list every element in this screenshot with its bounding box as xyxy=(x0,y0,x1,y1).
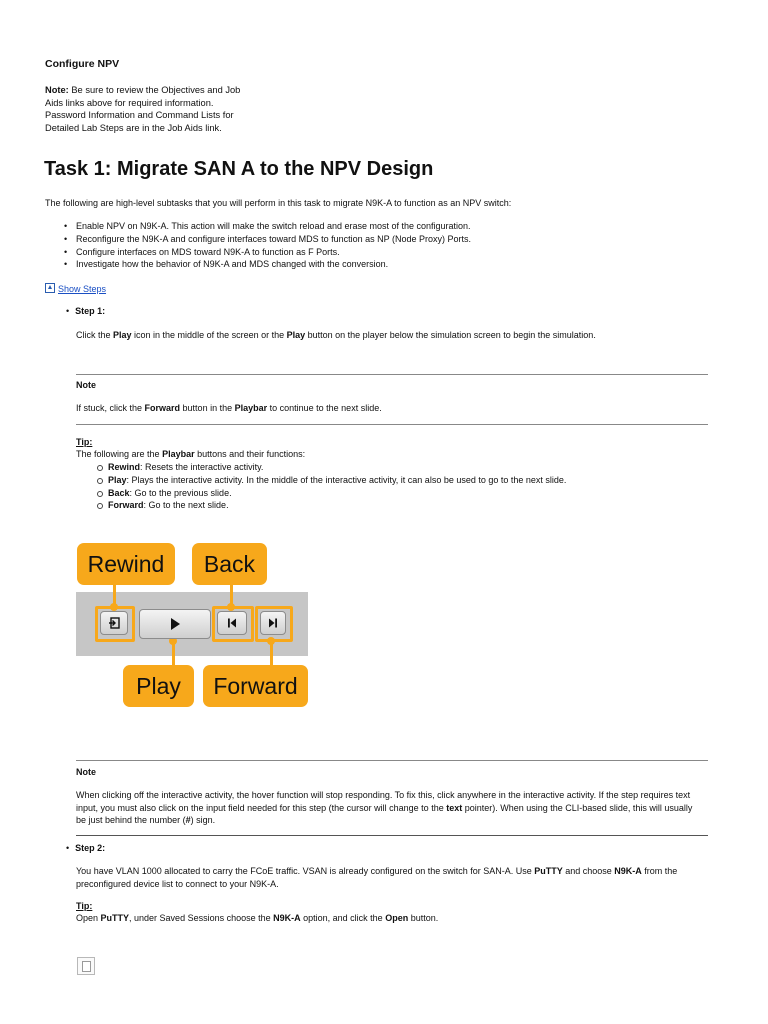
forward-icon xyxy=(267,617,279,629)
step-1-text: Click the Play icon in the middle of the screen or the Play button on the player below the simulation screen to begin the simulation. xyxy=(76,330,596,340)
show-steps-link[interactable]: Show Steps xyxy=(58,284,107,294)
divider xyxy=(76,760,708,761)
note-text: Be sure to review the Objectives and Job Aids links above for required information. Password Information and Command Lists for Detailed Lab Steps are in the Job Aids link. xyxy=(45,85,241,133)
list-item: Play: Plays the interactive activity. In the middle of the interactive activity, it can also be used to go to the next slide. xyxy=(96,474,566,487)
tip-text: The following are the Playbar buttons and their functions: xyxy=(76,449,306,459)
step-2-text: You have VLAN 1000 allocated to carry the FCoE traffic. VSAN is already configured on the switch for SAN-A. Use PuTTY and choose N9K-A from the preconfigured device list to connect to your N9K-A. xyxy=(76,866,678,889)
tip-heading: Tip: xyxy=(76,437,93,447)
note-text: If stuck, click the Forward button in the Playbar to continue to the next slide. xyxy=(76,403,382,413)
forward-button-image xyxy=(260,611,286,635)
task-title: Task 1: Migrate SAN A to the NPV Design xyxy=(44,158,434,180)
divider xyxy=(76,374,708,375)
section-title: Configure NPV xyxy=(45,58,120,70)
rewind-button-image xyxy=(100,611,128,635)
note-heading: Note xyxy=(76,380,96,390)
step-1-label: • Step 1: xyxy=(66,306,105,316)
play-icon xyxy=(169,617,181,631)
play-button-image xyxy=(139,609,211,639)
intro-note xyxy=(45,84,245,134)
rewind-icon xyxy=(108,617,120,629)
note-text: When clicking off the interactive activity, the hover function will stop responding. To fix this, click anywhere in the interactive activity. If the step requires text input, you must also click on the input field needed for this step (the cursor will change to the text pointer). When using the CLI-based slide, this will usually be just behind the number (#) sign. xyxy=(76,790,693,825)
task-intro: The following are high-level subtasks that you will perform in this task to migrate N9K-A to function as an NPV switch: xyxy=(45,198,512,208)
note-label: Note: xyxy=(45,85,69,95)
rewind-callout: Rewind xyxy=(77,543,175,585)
list-item: • Investigate how the behavior of N9K-A and MDS changed with the conversion. xyxy=(62,258,471,271)
subtask-list xyxy=(62,220,471,271)
back-callout: Back xyxy=(192,543,267,585)
play-callout: Play xyxy=(123,665,194,707)
tip-text: Open PuTTY, under Saved Sessions choose the N9K-A option, and click the Open button. xyxy=(76,913,439,923)
back-button-image xyxy=(217,611,247,635)
list-item: Forward: Go to the next slide. xyxy=(96,499,566,512)
playbar-button-list xyxy=(96,461,566,512)
list-item: • Enable NPV on N9K-A. This action will make the switch reload and erase most of the configuration. xyxy=(62,220,471,233)
list-item: Back: Go to the previous slide. xyxy=(96,487,566,500)
step-2-label: • Step 2: xyxy=(66,843,105,853)
broken-image-icon xyxy=(77,957,95,975)
note-heading: Note xyxy=(76,767,96,777)
list-item: • Reconfigure the N9K-A and configure interfaces toward MDS to function as NP (Node Proxy) Ports. xyxy=(62,233,471,246)
list-item: • Configure interfaces on MDS toward N9K-A to function as F Ports. xyxy=(62,246,471,259)
expand-icon[interactable] xyxy=(45,283,55,293)
divider xyxy=(76,835,708,836)
forward-callout: Forward xyxy=(203,665,308,707)
tip-heading: Tip: xyxy=(76,901,93,911)
divider xyxy=(76,424,708,425)
show-steps-toggle[interactable] xyxy=(45,282,106,294)
back-icon xyxy=(226,617,238,629)
list-item: Rewind: Resets the interactive activity. xyxy=(96,461,566,474)
